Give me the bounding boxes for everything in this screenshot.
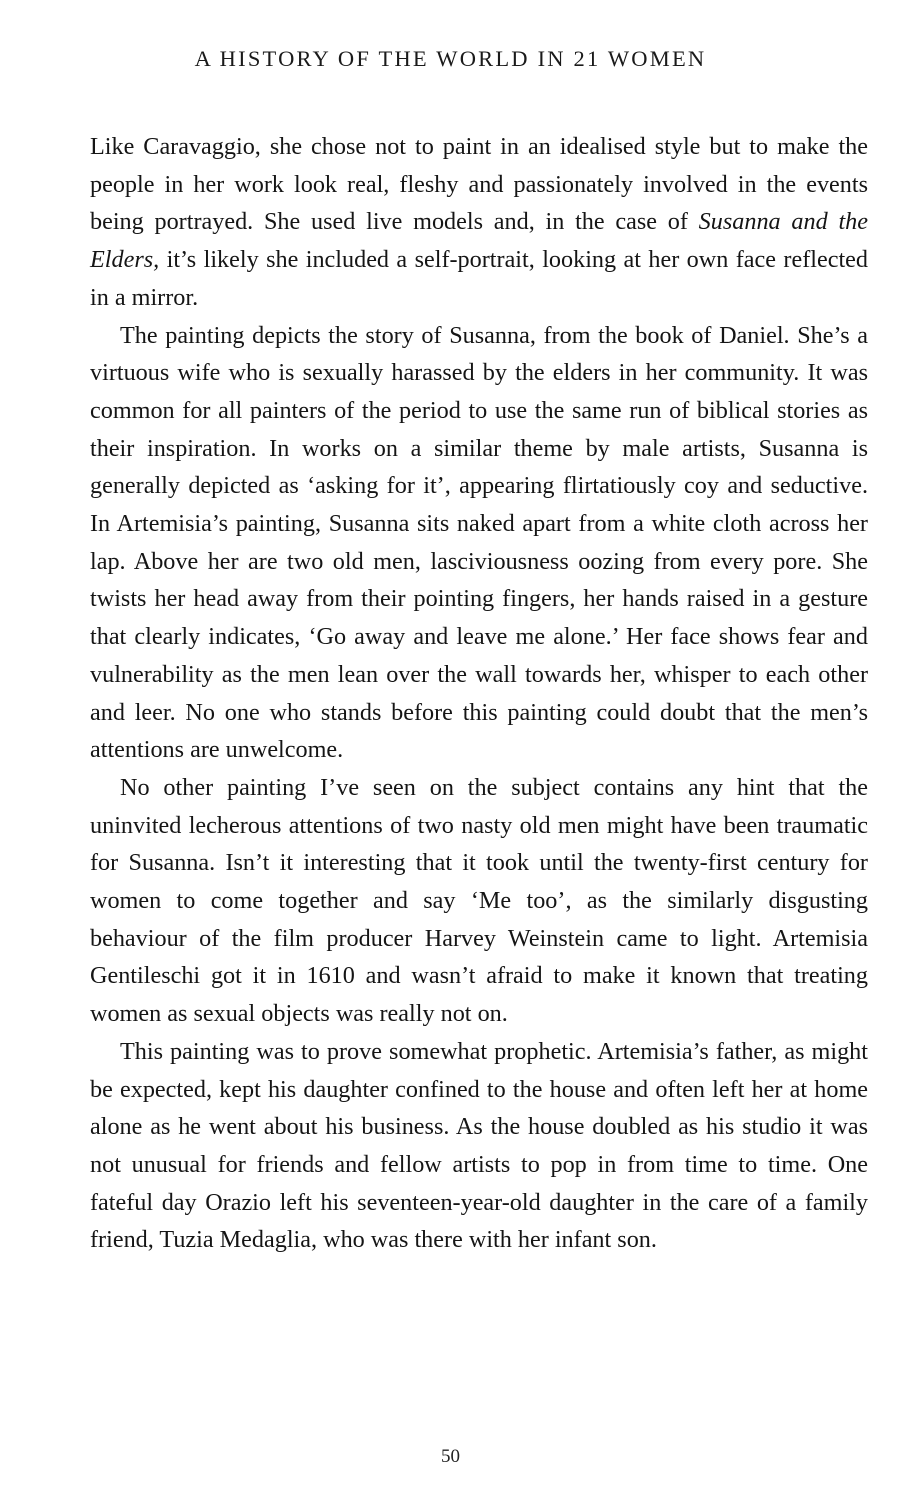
paragraph-text: Like Caravaggio, she chose not to paint in an idealised style but to make the people in her work look real, fleshy and passionately involved in the events being portrayed. She used live models and, in the case of bbox=[90, 133, 868, 236]
paragraph: No other painting I’ve seen on the subject contains any hint that the uninvited lecherous attentions of two nasty old men might have been traumatic for Susanna. Isn’t it interesting that it took until the twenty-first century for women to come together and say ‘Me too’, as the similarly disgusting behaviour of the film producer Harvey Weinstein came to light. Artemisia Gentileschi got it in 1610 and wasn’t afraid to make it known that treating women as sexual objects was really not on. bbox=[90, 773, 868, 1028]
paragraph-text: it’s likely she included a self-portrait, looking at her own face reflected in a mirror. bbox=[90, 246, 868, 311]
paragraph: The painting depicts the story of Susanna, from the book of Daniel. She’s a virtuous wife who is sexually harassed by the elders in her community. It was common for all painters of the period to use the same run of biblical stories as their inspiration. In works on a similar theme by male artists, Susanna is generally depicted as ‘asking for it’, appearing flirtatiously coy and seductive. In Artemisia’s painting, Susanna sits naked apart from a white cloth across her lap. Above her are two old men, lasciviousness oozing from every pore. She twists her head away from their pointing fingers, her hands raised in a gesture that clearly indicates, ‘Go away and leave me alone.’ Her face shows fear and vulnerability as the men lean over the wall towards her, whisper to each other and leer. No one who stands before this painting could doubt that the men’s attentions are unwelcome. bbox=[90, 321, 868, 764]
body-text bbox=[90, 128, 868, 1259]
paragraph: This painting was to prove somewhat prophetic. Artemisia’s father, as might be expected, kept his daughter confined to the house and often left her at home alone as he went about his business. As the house doubled as his studio it was not unusual for friends and fellow artists to pop in from time to time. One fateful day Orazio left his seventeen-year-old daughter in the care of a family friend, Tuzia Medaglia, who was there with her infant son. bbox=[90, 1037, 868, 1254]
running-head: A HISTORY OF THE WORLD IN 21 WOMEN bbox=[194, 46, 707, 71]
page-number: 50 bbox=[441, 1446, 460, 1467]
artwork-title: Susanna and the Elders, bbox=[90, 208, 868, 274]
paragraph bbox=[90, 128, 868, 317]
